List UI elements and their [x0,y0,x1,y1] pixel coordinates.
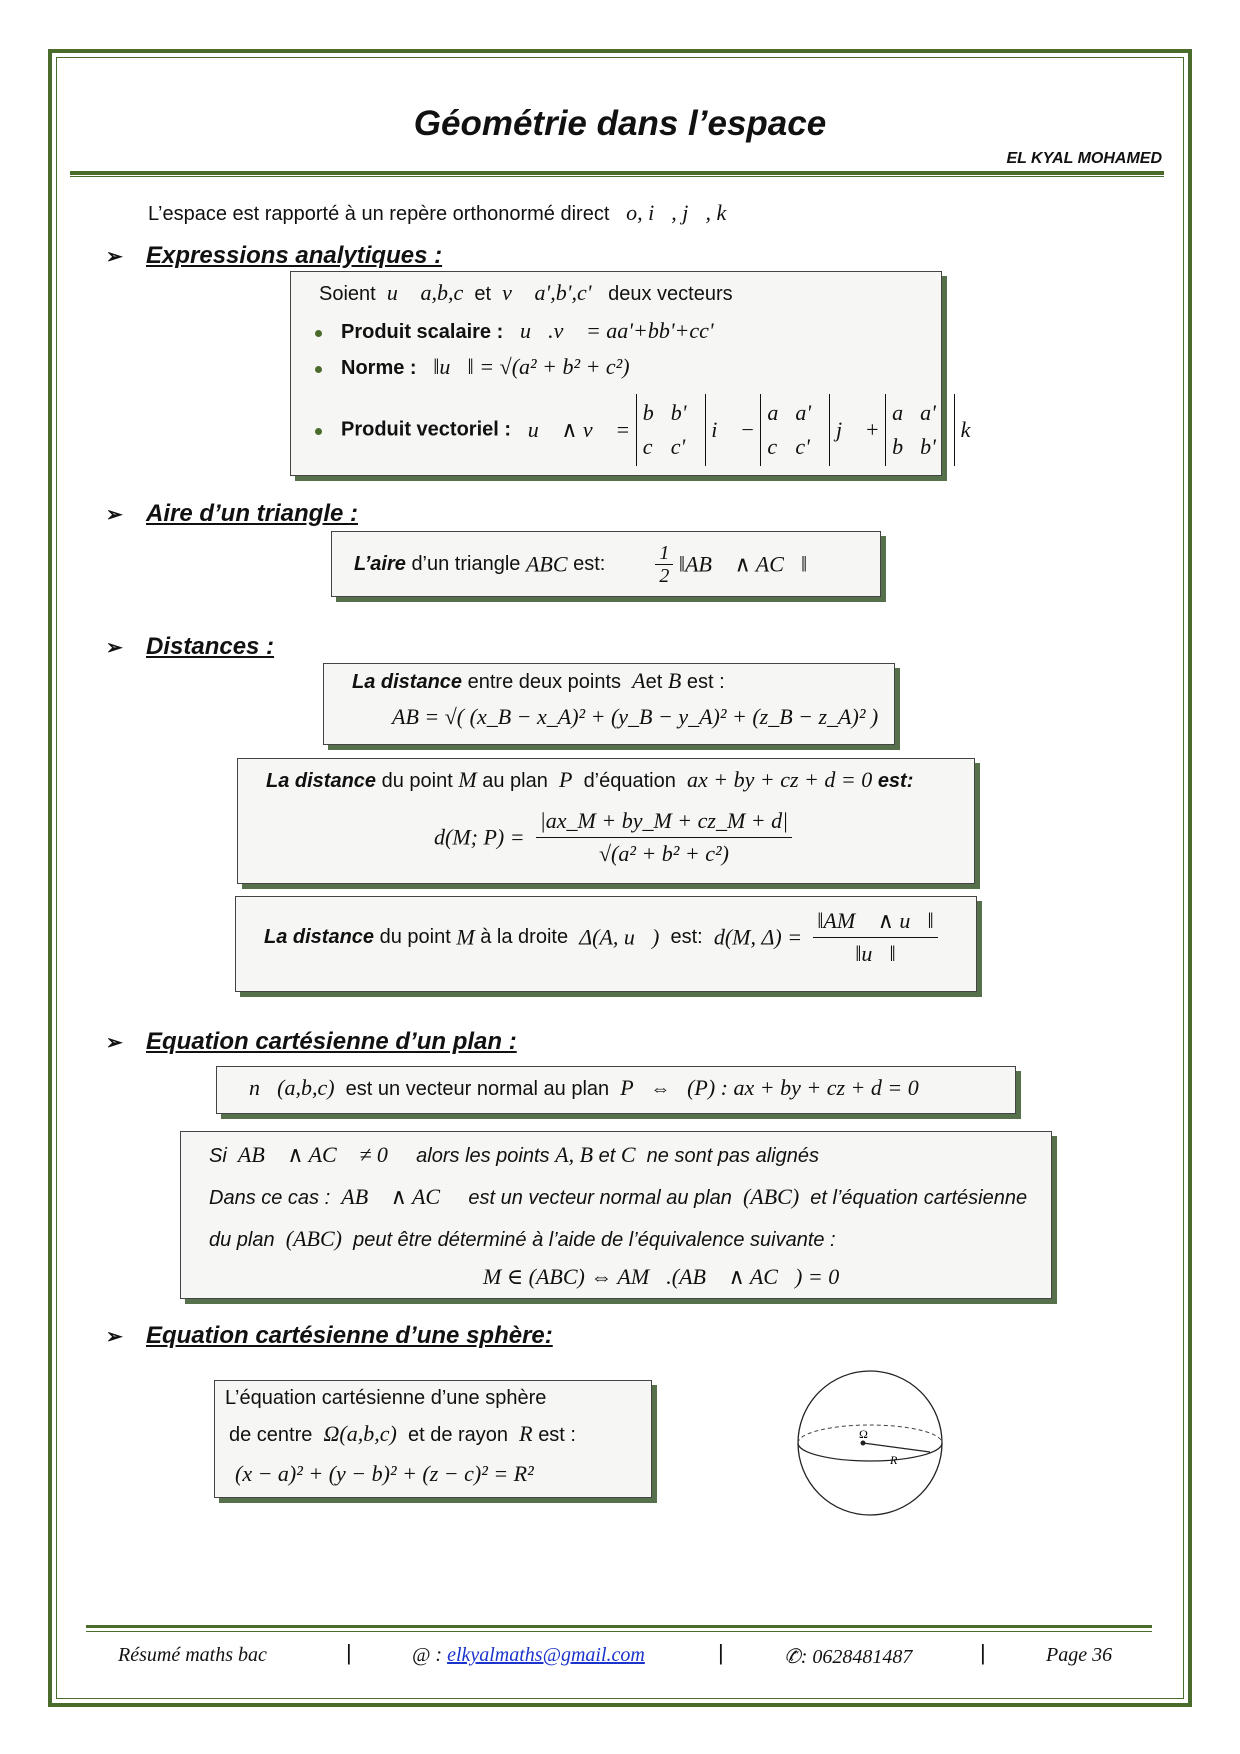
distance-bold: La distance [352,671,463,693]
footer-page-number: Page 36 [1046,1644,1113,1666]
distance-text: entre deux points [467,671,622,693]
point-b: B [667,668,682,693]
distance-bold: La distance [264,926,375,948]
scalaire-line [341,318,714,344]
plan-p: P [620,1075,634,1100]
det-cell: c' [670,434,686,459]
footer-rule-thin [86,1631,1152,1632]
plan-normal-line [249,1075,919,1101]
footer-separator: | [346,1640,352,1665]
triangle-est: est: [573,553,606,575]
determinant-3 [885,394,955,466]
sphere-formula: (x − a)² + (y − b)² + (z − c)² = R² [235,1461,534,1486]
aire-bold: L’aire [354,553,406,575]
distance-text: du point [381,770,453,792]
norme-lhs: ‖u⃗‖ = [433,354,495,379]
det-cell: a' [795,400,812,425]
bullet-icon [315,428,322,435]
est-text: est : [538,1424,576,1446]
equation-text: et l’équation cartésienne [810,1187,1028,1209]
det-cell: c [767,434,778,459]
plan-abc-line3 [209,1226,836,1252]
distance-points-formula: AB = √( (x_B − x_A)² + (y_B − y_A)² + (z_B − z_A)² ) [392,704,879,729]
distance-plan-fraction [536,805,792,870]
fraction-den: ‖u⃗‖ [855,941,896,966]
intro-text: L’espace est rapporté à un repère orthonormé direct [148,203,610,225]
distance-droite-line [264,905,938,970]
distance-droite-box [235,896,977,992]
sphere-line1: L’équation cartésienne d’une sphère [225,1387,547,1409]
footer-separator: | [718,1640,724,1665]
det-cell: a [892,400,904,425]
fraction-num: |ax_M + by_M + cz_M + d| [536,805,792,838]
de-centre-text: de centre [229,1424,313,1446]
distance-plan-formula [434,805,792,870]
footer-email-block [412,1644,645,1667]
arrow-bullet-icon: ➢ [106,246,123,268]
section-plan [106,1028,517,1056]
a-la-droite-text: à la droite [480,926,569,948]
header-rule [70,171,1164,175]
arrow-bullet-icon: ➢ [106,504,123,526]
det-cell: c [642,434,653,459]
triangle-text: d’un triangle [411,553,521,575]
vector-u: u⃗ a,b,c [386,280,464,305]
fraction-den: 2 [659,565,670,587]
footer-rule [86,1625,1152,1628]
arrow-bullet-icon: ➢ [106,1326,123,1348]
normal-vector: n⃗(a,b,c) [249,1075,335,1100]
triangle-norm: ‖AB⃗ ∧ AC⃗‖ [678,551,808,577]
cross-product: AB⃗ ∧ AC⃗ [341,1184,458,1209]
section-plan-label: Equation cartésienne d’un plan : [146,1028,517,1055]
est-text: est : [686,671,725,693]
vector-j: j⃗ + [835,417,880,442]
norme-rhs: √(a² + b² + c²) [499,354,630,379]
intro-math: o, i⃗, j⃗, k⃗ [626,200,744,225]
det-cell: a [767,400,779,425]
triangle-abc: ABC [525,551,568,577]
det-cell: b [642,400,654,425]
sphere-outline [798,1371,942,1515]
soient-text: Soient [319,283,376,305]
bullet-icon [315,330,322,337]
distance-points-box [323,663,895,745]
scalaire-label: Produit scalaire : [341,321,504,343]
et-text: et [598,1145,616,1167]
footer-phone: ✆: 0628481487 [784,1646,913,1668]
soient-line [319,280,733,306]
fraction-den: √(a² + b² + c²) [598,841,729,866]
section-distances-label: Distances : [146,633,275,660]
arrow-bullet-icon: ➢ [106,637,123,659]
equivalence-symbol: ⇔ [650,1078,671,1100]
section-expressions [106,242,442,270]
plan-abc-line2 [209,1184,1027,1210]
plan-abc-equivalence: M ∈ (ABC) ⇔ AM⃗.(AB⃗ ∧ AC⃗) = 0 [483,1264,840,1289]
droite-delta: Δ(A, u⃗) [579,924,660,950]
points-ab: A, B [555,1142,594,1167]
det-cell: b [892,434,904,459]
de-rayon-text: et de rayon [407,1424,509,1446]
non-alignes-text: ne sont pas alignés [646,1145,819,1167]
vectoriel-label: Produit vectoriel : [341,418,512,441]
distance-bold: La distance [266,770,377,792]
equivalence-text: peut être déterminé à l’aide de l’équivalence suivante : [353,1229,836,1251]
author-name: EL KYAL MOHAMED [1006,150,1162,167]
plan-normal-box [216,1066,1016,1114]
dans-ce-cas-text: Dans ce cas : [209,1187,331,1209]
radius-r: R [519,1421,533,1446]
normal-text: est un vecteur normal au plan [345,1078,610,1100]
plan-p: P [558,767,573,792]
section-expressions-label: Expressions analytiques : [146,242,443,269]
fraction-num: ‖AM⃗ ∧ u⃗‖ [813,905,937,938]
sphere-radius-label: R [890,1453,898,1467]
plan-abc-box [180,1131,1052,1299]
section-triangle [106,500,358,528]
det-cell: b' [670,400,687,425]
distance-plan-box [237,758,975,884]
plan-abc: (ABC) [742,1184,800,1209]
au-plan-text: au plan [482,770,548,792]
section-distances [106,633,274,661]
determinant-2 [760,394,830,466]
page-title: Géométrie dans l’espace [413,104,827,143]
si-text: Si [209,1145,227,1167]
det-cell: b' [920,434,936,459]
point-a: A [632,668,646,693]
et-text: et [645,671,663,693]
distance-plan-line1 [266,767,913,793]
sphere-equator-back [798,1425,942,1443]
du-plan-text: du plan [209,1229,275,1251]
plan-abc: (ABC) [285,1226,342,1251]
sphere-radius-line [863,1443,930,1452]
normal-text: est un vecteur normal au plan [468,1187,732,1209]
arrow-bullet-icon: ➢ [106,1032,123,1054]
equation-text: d’équation [583,770,676,792]
sphere-center-label: Ω [859,1427,868,1441]
center-omega: Ω(a,b,c) [323,1421,397,1446]
scalaire-formula: u⃗.v⃗ = aa'+bb'+cc' [519,318,714,343]
vector-v: v⃗ a',b',c' [502,280,592,305]
plan-equation: ax + by + cz + d = 0 [687,767,873,792]
cross-product-nonzero: AB⃗ ∧ AC⃗ ≠ 0⃗ [237,1142,406,1167]
distance-droite-fraction [813,905,937,970]
vectoriel-line [341,394,988,466]
sphere-box [214,1380,652,1498]
vector-i: i⃗ − [711,417,755,442]
point-m: M [456,924,475,950]
et-text: et [474,283,492,305]
triangle-box [331,531,881,597]
distance-droite-lhs: d(M, Δ) = [713,924,803,950]
plan-abc-line1 [209,1142,819,1168]
vectoriel-lhs: u⃗ ∧ v⃗ = [527,417,631,442]
distance-points-line1 [352,668,725,694]
distance-text: du point [379,926,451,948]
section-triangle-label: Aire d’un triangle : [146,500,359,527]
est-text: est: [877,770,914,792]
intro-line [148,200,743,226]
section-sphere [106,1322,553,1350]
vector-k: k⃗ [960,417,988,442]
norme-line [341,354,630,380]
determinant-1 [636,394,706,466]
sphere-line2 [229,1421,576,1447]
footer-separator: | [980,1640,986,1665]
footer-left: Résumé maths bac [118,1644,267,1666]
footer-email-link[interactable]: elkyalmaths@gmail.com [447,1644,645,1666]
det-cell: a' [920,400,936,425]
point-m: M [458,767,477,792]
sphere-figure [790,1370,950,1520]
det-cell: c' [795,434,810,459]
bullet-icon [315,366,322,373]
norme-label: Norme : [341,357,417,379]
sphere-equator-front [798,1443,942,1461]
footer-email-prefix: @ : [412,1644,443,1666]
distance-plan-lhs: d(M; P) = [434,824,525,850]
plan-equation: (P) : ax + by + cz + d = 0 [687,1075,919,1100]
triangle-line [354,542,807,587]
fraction-num: 1 [655,542,673,565]
triangle-fraction [655,542,673,587]
point-c: C [620,1142,636,1167]
deux-vecteurs-text: deux vecteurs [608,283,733,305]
section-sphere-label: Equation cartésienne d’une sphère: [146,1322,553,1349]
est-text: est: [670,926,703,948]
expressions-box [290,271,988,476]
alors-text: alors les points [416,1145,550,1167]
